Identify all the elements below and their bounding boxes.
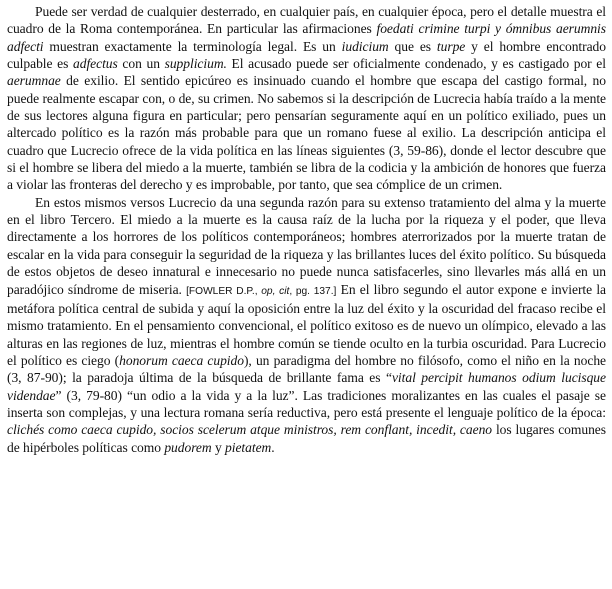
- latin-phrase: foedati crimine turpi y ómnibus aerumnis adfecti: [7, 21, 606, 54]
- text-run: con un: [117, 56, 165, 72]
- text-run: El acusado puede ser oficialmente condenado, y es castigado por el: [226, 56, 606, 72]
- text-run: que es: [388, 38, 437, 54]
- text-run: En estos mismos versos Lucrecio da una segunda razón para su extenso tratamiento del alma y la muerte en el libro Tercero. El miedo a la muerte es la causa raíz de la lucha por la riqueza y el poder, que lleva directamente a los horrores de los políticos contemporáneos; hombres aterrorizados por la muerte tratan de escalar en la vida para conseguir la seguridad de la riqueza y las brillantes luces del éxito político. Su búsqueda de estos objetos de deseo innatural e innecesario no puede nunca satisfacerles, sino llevarles más allá en un paradójico síndrome de miseria.: [7, 194, 606, 297]
- citation-reference: [FOWLER D.P.,: [186, 285, 262, 297]
- latin-term: supplicium.: [164, 56, 227, 72]
- text-run: de exilio. El sentido epicúreo es insinuado cuando el hombre que escapa del castigo formal, no puede realmente escapar con, o de, su crimen. No sabemos si la descripción de Lucrecia había traído a la mente de sus lectores alguna figura en particular; pero pensarían seguramente aquí en un político exiliado, pues un altercado político es la razón más probable para que un romano fuese al exilio. La descripción anticipa el cuadro que Lucrecio ofrece de la vida política en las líneas siguientes (3, 59-86), donde el lector descubre que si el hombre se libera del miedo a la muerte, también se libra de la codicia y la ambición de honores que fuerza a violar las fronteras del derecho y es improbable, por tanto, que sea cómplice de un crimen.: [7, 73, 606, 193]
- text-run: Puede ser verdad de cualquier desterrado, en cualquier país, en cualquier época, pero el detalle muestra el cuadro de la Roma contemporánea. En particular las afirmaciones: [7, 4, 606, 37]
- latin-term: iudicium: [341, 38, 389, 54]
- text-run: los lugares comunes de hipérboles políticas como: [7, 422, 606, 455]
- latin-term: pudorem: [164, 439, 212, 455]
- latin-term: adfectus: [73, 56, 118, 72]
- text-run: y: [211, 439, 226, 455]
- latin-quote: vital percipit humanos odium lucisque videndae: [7, 370, 606, 403]
- text-run: .: [271, 439, 275, 455]
- text-run: ), un paradigma del hombre no filósofo, como el niño en la noche (3, 87-90); la paradoja última de la búsqueda de brillante fama es “: [7, 352, 607, 386]
- latin-phrase: clichés como caeca cupido, socios scelerum atque ministros, rem conflant, incedit, caeno: [7, 422, 493, 438]
- latin-phrase: honorum caeca cupido: [119, 352, 244, 368]
- latin-term: turpe: [436, 38, 466, 54]
- text-run: En el libro segundo el autor expone e invierte la metáfora política central de subida y aquí la oposición entre la luz del éxito y la oscuridad del fracaso recibe el mismo tratamiento. En el pensamiento convencional, el político exitoso es de nuevo un olímpico, elevado a las alturas en las regiones de luz, mientras el hombre común se tiende oculto en la turbia oscuridad. Para Lucrecio el político es ciego (: [7, 281, 606, 368]
- latin-term: pietatem: [225, 439, 272, 455]
- citation-reference: op, cit: [261, 285, 290, 297]
- text-run: muestran exactamente la terminología legal. Es un: [43, 38, 342, 54]
- text-run: y el hombre encontrado culpable es: [7, 38, 606, 72]
- text-run: ” (3, 79-80) “un odio a la vida y a la luz”. Las tradiciones moralizantes en las cuales el pasaje se inserta son complejas, y una lectura romana sería reductiva, pero está presente el lenguaje político de la época:: [7, 387, 606, 420]
- paragraph-1: [7, 3, 606, 194]
- citation-reference: , pg. 137.]: [289, 285, 337, 297]
- paragraph-2: [7, 194, 606, 456]
- latin-term: aerumnae: [7, 73, 61, 89]
